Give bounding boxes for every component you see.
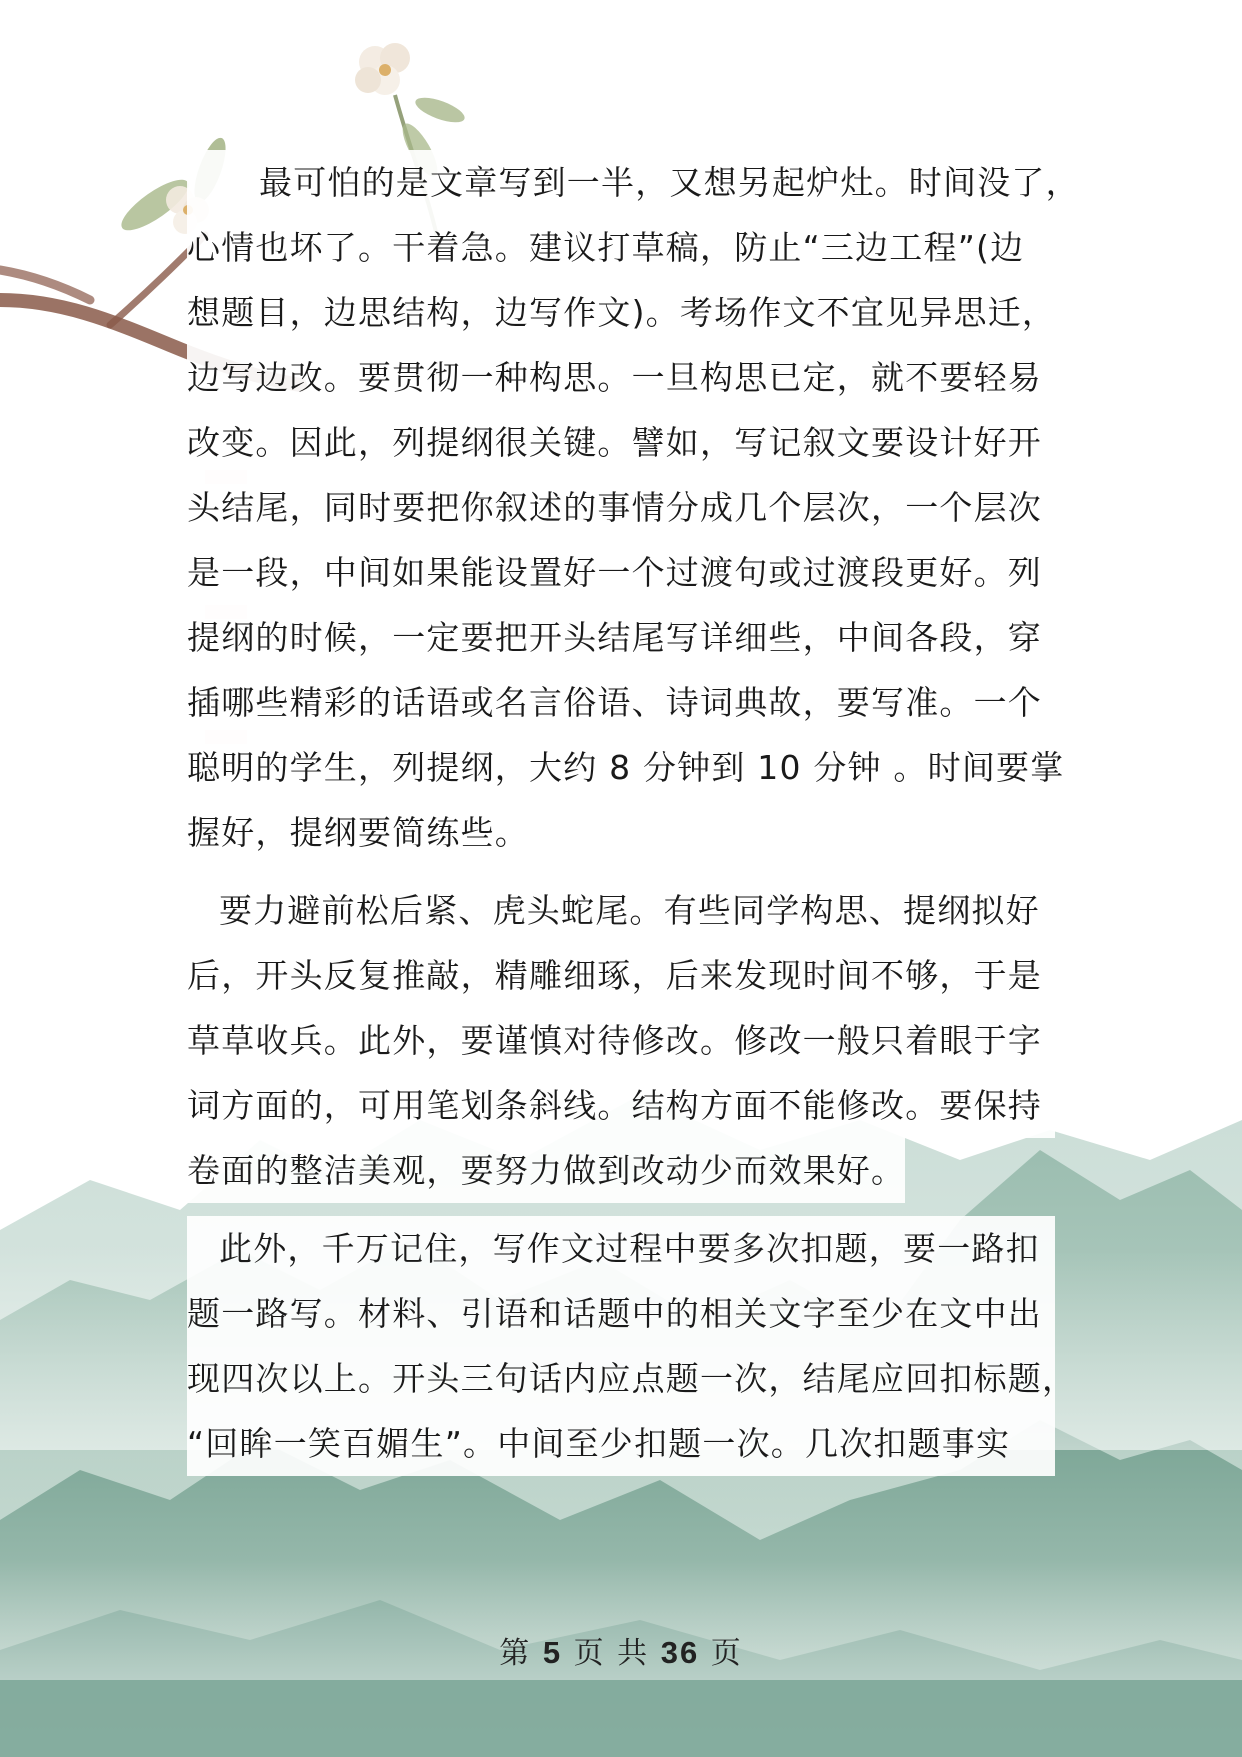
text-line: 头结尾，同时要把你叙述的事情分成几个层次，一个层次 — [187, 475, 1055, 540]
text-line: 心情也坏了。干着急。建议打草稿，防止“三边工程”(边 — [187, 215, 1055, 280]
paragraph-3 — [187, 1216, 1077, 1476]
page-number-footer — [0, 1628, 1242, 1672]
paragraph-1 — [187, 150, 1080, 865]
paragraph-2 — [187, 878, 1055, 1203]
text-line: 边写边改。要贯彻一种构思。一旦构思已定，就不要轻易 — [187, 345, 1055, 410]
text-line: “回眸一笑百媚生”。中间至少扣题一次。几次扣题事实 — [187, 1411, 1055, 1476]
text-line: 聪明的学生，列提纲，大约 8 分钟到 10 分钟 。时间要掌 — [187, 735, 1055, 800]
text-line: 草草收兵。此外，要谨慎对待修改。修改一般只着眼于字 — [187, 1008, 1055, 1073]
text-line: 卷面的整洁美观，要努力做到改动少而效果好。 — [187, 1138, 905, 1203]
text-line: 插哪些精彩的话语或名言俗语、诗词典故，要写准。一个 — [187, 670, 1055, 735]
footer-prefix: 第 — [499, 1636, 532, 1671]
text-line: 最可怕的是文章写到一半，又想另起炉灶。时间没了， — [187, 150, 1055, 215]
text-line: 要力避前松后紧、虎头蛇尾。有些同学构思、提纲拟好 — [187, 878, 1055, 943]
text-line: 现四次以上。开头三句话内应点题一次，结尾应回扣标题， — [187, 1346, 1055, 1411]
text-line: 词方面的，可用笔划条斜线。结构方面不能修改。要保持 — [187, 1073, 1055, 1138]
footer-suffix: 页 — [710, 1636, 743, 1671]
text-line: 此外，千万记住，写作文过程中要多次扣题，要一路扣 — [187, 1216, 1055, 1281]
text-line: 后，开头反复推敲，精雕细琢，后来发现时间不够，于是 — [187, 943, 1055, 1008]
blossom-flower-top — [355, 43, 410, 95]
current-page-number: 5 — [542, 1635, 563, 1670]
total-page-count: 36 — [660, 1635, 700, 1670]
footer-middle: 页 共 — [573, 1636, 650, 1671]
article-body — [187, 150, 1080, 1476]
text-line: 是一段，中间如果能设置好一个过渡句或过渡段更好。列 — [187, 540, 1055, 605]
text-line: 想题目，边思结构，边写作文)。考场作文不宜见异思迁， — [187, 280, 1055, 345]
text-line: 改变。因此，列提纲很关键。譬如，写记叙文要设计好开 — [187, 410, 1055, 475]
text-line: 题一路写。材料、引语和话题中的相关文字至少在文中出 — [187, 1281, 1055, 1346]
text-line: 提纲的时候，一定要把开头结尾写详细些，中间各段，穿 — [187, 605, 1055, 670]
text-line: 握好，提纲要简练些。 — [187, 800, 529, 865]
